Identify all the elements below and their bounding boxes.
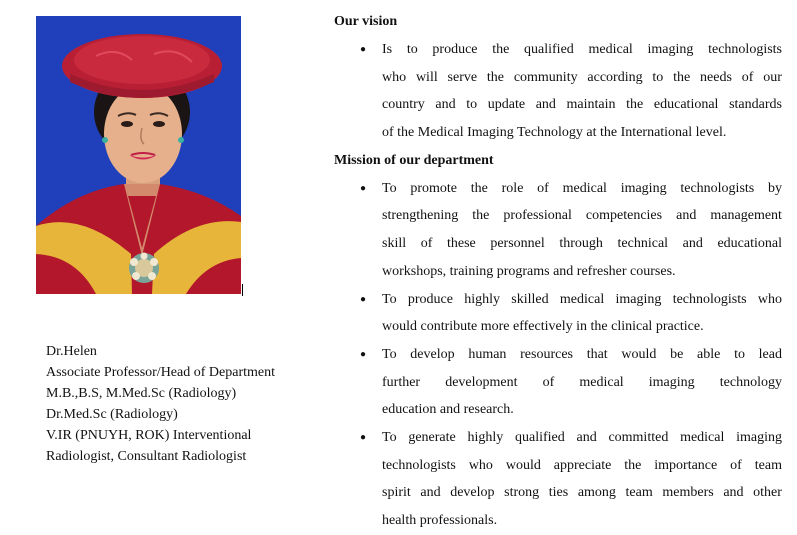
portrait-illustration	[36, 16, 241, 294]
text-line: To generate highly qualified and committed medical imaging	[382, 429, 782, 445]
text-line: would contribute more effectively in the clinical practice.	[382, 319, 704, 335]
text-line: technologists who would appreciate the importance of team	[382, 457, 782, 473]
list-item	[334, 286, 782, 341]
bullet-icon: ●	[360, 182, 367, 194]
text-line: of the Medical Imaging Technology at the International level.	[382, 125, 727, 141]
vision-heading: Our vision	[334, 14, 398, 29]
text-line: further development of medical imaging technology	[382, 374, 782, 390]
text-cursor-mark	[242, 284, 243, 296]
text-line: To develop human resources that would be able to lead	[382, 346, 782, 362]
text-line: To produce highly skilled medical imaging technologists who	[382, 291, 782, 307]
bullet-icon: ●	[360, 44, 367, 55]
bullet-icon: ●	[360, 293, 367, 305]
text-line: strengthening the professional competencies and management	[382, 208, 782, 224]
right-column	[334, 8, 782, 535]
profile-line: Radiologist, Consultant Radiologist	[46, 449, 247, 464]
text-line: who will serve the community according to the needs of our	[382, 69, 782, 85]
list-item	[334, 175, 782, 286]
text-line: Is to produce the qualified medical imaging technologists	[382, 42, 782, 57]
list-item	[334, 341, 782, 424]
profile-bio	[46, 341, 326, 467]
profile-line: Associate Professor/Head of Department	[46, 365, 275, 380]
text-line: To promote the role of medical imaging technologists by	[382, 180, 782, 196]
text-line: education and research.	[382, 402, 514, 418]
bullet-icon: ●	[360, 348, 367, 360]
profile-line: V.IR (PNUYH, ROK) Interventional	[46, 428, 252, 443]
profile-name: Dr.Helen	[46, 344, 97, 359]
profile-line: Dr.Med.Sc (Radiology)	[46, 407, 178, 422]
list-item	[334, 36, 782, 147]
list-item	[334, 424, 782, 535]
text-line: country and to update and maintain the educational standards	[382, 97, 782, 113]
text-line: workshops, training programs and refresher courses.	[382, 263, 676, 279]
vision-list	[334, 36, 782, 147]
mission-heading: Mission of our department	[334, 152, 494, 168]
mission-list	[334, 175, 782, 535]
text-line: skill of these personnel through technical and educational	[382, 236, 782, 252]
text-line: spirit and develop strong ties among team members and other	[382, 485, 782, 501]
profile-line: M.B.,B.S, M.Med.Sc (Radiology)	[46, 386, 237, 401]
portrait-photo	[36, 16, 241, 294]
text-line: health professionals.	[382, 513, 498, 528]
bullet-icon: ●	[360, 431, 367, 443]
